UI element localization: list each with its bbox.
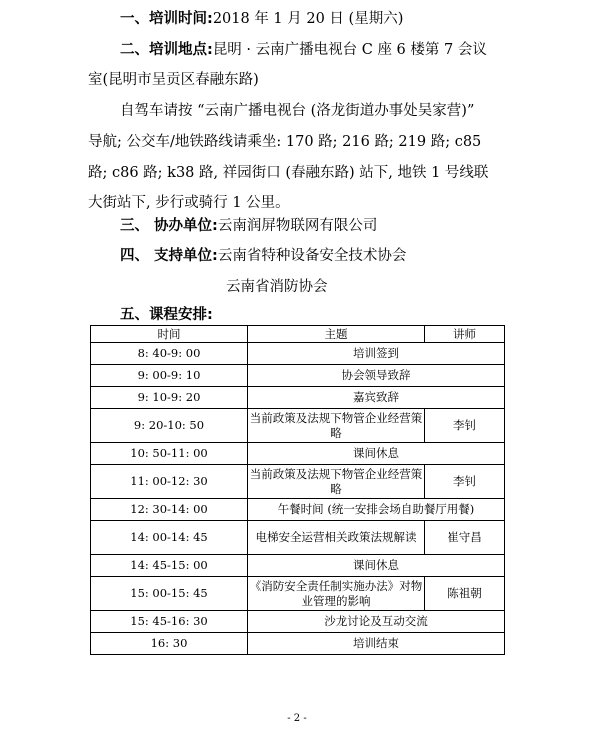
training-time-value: 2018 年 1 月 20 日 (星期六)	[212, 11, 404, 27]
training-location-line	[120, 40, 487, 60]
header-topic: 主题	[248, 326, 425, 343]
table-row	[91, 409, 505, 443]
cell-topic: 课间休息	[248, 443, 505, 465]
cell-time: 14: 45-15: 00	[91, 555, 248, 577]
cell-time: 15: 45-16: 30	[91, 611, 248, 633]
cell-time: 9: 20-10: 50	[91, 409, 248, 443]
table-row	[91, 343, 505, 365]
cell-time: 15: 00-15: 45	[91, 577, 248, 611]
table-row	[91, 499, 505, 521]
cell-time: 11: 00-12: 30	[91, 465, 248, 499]
supporter-value-2: 云南省消防协会	[226, 279, 328, 295]
supporter-value-1: 云南省特种设备安全技术协会	[217, 248, 407, 264]
schedule-body	[91, 343, 505, 655]
schedule-header-row	[91, 326, 505, 343]
header-lecturer: 讲师	[425, 326, 505, 343]
cell-topic: 嘉宾致辞	[248, 387, 505, 409]
cell-topic: 协会领导致辞	[248, 365, 505, 387]
co-organizer-value: 云南润屏物联网有限公司	[217, 218, 378, 234]
cell-topic: 培训结束	[248, 633, 505, 655]
training-time-line	[120, 9, 403, 29]
cell-topic: 培训签到	[248, 343, 505, 365]
directions-line-2: 导航; 公交车/地铁路线请乘坐: 170 路; 216 路; 219 路; c85	[88, 134, 482, 150]
cell-lecturer: 李钊	[425, 409, 505, 443]
section-heading-supporter: 四、 支持单位:	[120, 248, 218, 264]
table-row	[91, 465, 505, 499]
co-organizer-line	[120, 216, 377, 236]
cell-time: 14: 00-14: 45	[91, 521, 248, 555]
table-row	[91, 577, 505, 611]
cell-lecturer: 陈祖朝	[425, 577, 505, 611]
page-number: - 2 -	[287, 713, 307, 724]
cell-topic: 当前政策及法规下物管企业经营策略	[248, 465, 425, 499]
cell-topic: 午餐时间 (统一安排会场自助餐厅用餐)	[248, 499, 505, 521]
cell-time: 9: 10-9: 20	[91, 387, 248, 409]
cell-time: 16: 30	[91, 633, 248, 655]
table-row	[91, 365, 505, 387]
section-heading-time: 一、培训时间:	[120, 11, 213, 27]
table-row	[91, 611, 505, 633]
header-time: 时间	[91, 326, 248, 343]
location-continuation: 室(昆明市呈贡区春融东路)	[88, 72, 259, 88]
cell-topic: 《消防安全责任制实施办法》对物业管理的影响	[248, 577, 425, 611]
cell-time: 10: 50-11: 00	[91, 443, 248, 465]
directions-line-1: 自驾车请按 “云南广播电视台 (洛龙街道办事处吴家营)”	[120, 103, 475, 119]
section-heading-schedule: 五、课程安排:	[120, 307, 213, 323]
table-row	[91, 443, 505, 465]
table-row	[91, 633, 505, 655]
training-location-value: 昆明 · 云南广播电视台 C 座 6 楼第 7 会议	[212, 42, 487, 58]
directions-line-4: 大街站下, 步行或骑行 1 公里。	[88, 195, 290, 211]
table-row	[91, 521, 505, 555]
cell-time: 8: 40-9: 00	[91, 343, 248, 365]
cell-topic: 电梯安全运营相关政策法规解读	[248, 521, 425, 555]
cell-time: 9: 00-9: 10	[91, 365, 248, 387]
table-row	[91, 555, 505, 577]
supporter-line	[120, 246, 406, 266]
cell-topic: 沙龙讨论及互动交流	[248, 611, 505, 633]
section-heading-co-organizer: 三、 协办单位:	[120, 218, 218, 234]
directions-line-3: 路; c86 路; k38 路, 祥园街口 (春融东路) 站下, 地铁 1 号线联	[88, 165, 489, 181]
cell-topic: 当前政策及法规下物管企业经营策略	[248, 409, 425, 443]
cell-topic: 课间休息	[248, 555, 505, 577]
cell-time: 12: 30-14: 00	[91, 499, 248, 521]
section-heading-location: 二、培训地点:	[120, 42, 213, 58]
cell-lecturer: 崔守昌	[425, 521, 505, 555]
cell-lecturer: 李钊	[425, 465, 505, 499]
schedule-table	[90, 325, 505, 655]
table-row	[91, 387, 505, 409]
